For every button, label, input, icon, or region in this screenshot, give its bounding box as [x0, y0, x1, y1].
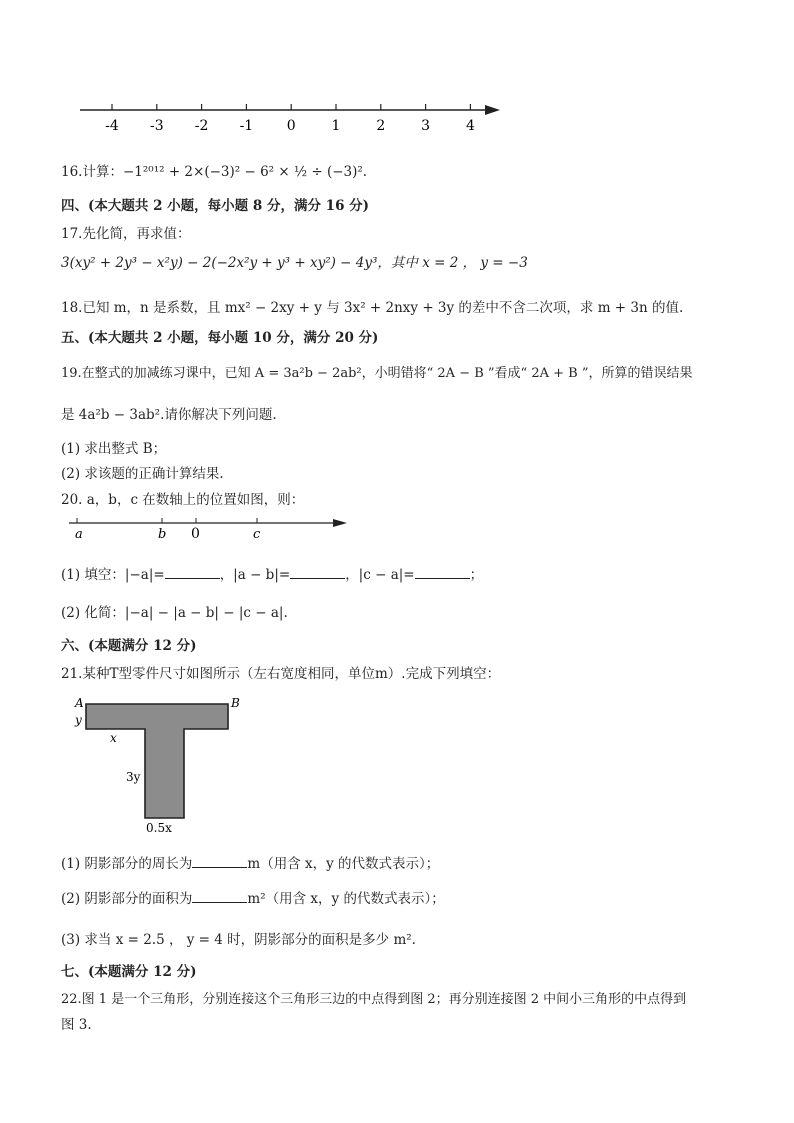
q16-expression: −1²⁰¹² + 2×(−3)² − 6² × ½ ÷ (−3)². [122, 164, 368, 180]
question-21-intro: 21.某种T型零件尺寸如图所示（左右宽度相同，单位m）.完成下列填空： [61, 666, 501, 682]
label-a: a [75, 527, 83, 542]
question-17-expression: 3(xy² + 2y³ − x²y) − 2(−2x²y + y³ + xy²) − 4y³，其中 x = 2 ， y = −3 [61, 255, 528, 271]
t-shape-figure [70, 694, 255, 839]
question-21-sub1 [61, 852, 439, 872]
question-19-line2: 是 4a²b − 3ab².请你解决下列问题. [61, 407, 277, 423]
label-B: B [231, 696, 240, 710]
tick-label: -4 [105, 118, 119, 134]
number-line-figure [75, 95, 505, 140]
label-A: A [75, 696, 84, 710]
q16-label: 16.计算： [61, 164, 123, 180]
answer-blank-area[interactable] [192, 889, 247, 903]
question-19-line1: 19.在整式的加减练习课中，已知 A = 3a²b − 2ab²，小明错将“ 2A − B ”看成“ 2A + B ”，所算的错误结果 [61, 366, 693, 381]
question-21-sub2 [61, 887, 445, 907]
label-x: x [110, 731, 117, 745]
tick-label: -1 [239, 118, 254, 134]
tick-label: 4 [465, 118, 475, 134]
question-19-sub1: (1) 求出整式 B； [61, 441, 167, 457]
question-19-sub2: (2) 求该题的正确计算结果. [61, 466, 224, 482]
label-c: c [253, 527, 261, 542]
q21-sub1-suffix: m（用含 x，y 的代数式表示）； [247, 856, 440, 872]
question-20-sub2: (2) 化简：|−a| − |a − b| − |c − a|. [61, 605, 288, 621]
q21-sub2-prefix: (2) 阴影部分的面积为 [61, 891, 193, 907]
number-line-arrow [485, 105, 500, 115]
abc-number-line [65, 510, 355, 545]
answer-blank-abs-a-b[interactable] [290, 565, 345, 579]
label-y: y [75, 713, 82, 727]
question-20-intro: 20. a，b，c 在数轴上的位置如图，则： [61, 492, 305, 508]
question-17-intro: 17.先化简，再求值： [61, 226, 191, 242]
tick-label: -2 [194, 118, 209, 134]
answer-blank-abs-c-a[interactable] [415, 565, 470, 579]
question-20-sub1 [61, 563, 483, 583]
section-5-heading: 五、(本大题共 2 小题，每小题 10 分，满分 20 分) [61, 330, 379, 346]
label-zero: 0 [191, 526, 200, 542]
tick-label: 3 [421, 118, 431, 134]
label-0.5x: 0.5x [146, 821, 172, 835]
answer-blank-perimeter[interactable] [192, 854, 247, 868]
t-shape [86, 704, 228, 818]
section-4-heading: 四、(本大题共 2 小题，每小题 8 分，满分 16 分) [61, 198, 370, 214]
tick-label: 2 [376, 118, 386, 134]
q20-sub1-end: ； [469, 567, 484, 583]
tick-label: -3 [149, 118, 164, 134]
question-18: 18.已知 m，n 是系数，且 mx² − 2xy + y 与 3x² + 2nxy + 3y 的差中不含二次项，求 m + 3n 的值. [61, 300, 684, 316]
question-21-sub3: (3) 求当 x = 2.5 ， y = 4 时，阴影部分的面积是多少 m². [61, 932, 416, 948]
label-3y: 3y [126, 770, 141, 784]
section-7-heading: 七、(本题满分 12 分) [61, 964, 197, 980]
question-22-line2: 图 3. [61, 1017, 92, 1033]
q20-sub1-prefix: (1) 填空：|−a|= [61, 567, 165, 583]
tick-label: 0 [286, 118, 296, 134]
abc-arrow [333, 519, 347, 527]
label-b: b [158, 527, 167, 542]
q21-sub1-prefix: (1) 阴影部分的周长为 [61, 856, 193, 872]
q21-sub2-suffix: m²（用含 x，y 的代数式表示）； [247, 891, 445, 907]
section-6-heading: 六、(本题满分 12 分) [61, 638, 197, 654]
answer-blank-abs-a[interactable] [165, 565, 220, 579]
q20-sub1-mid2: ，|c − a|= [345, 567, 415, 583]
question-22-line1: 22.图 1 是一个三角形，分别连接这个三角形三边的中点得到图 2；再分别连接图 2 中间小三角形的中点得到 [61, 992, 687, 1007]
question-16 [61, 160, 367, 180]
tick-label: 1 [331, 118, 341, 134]
q20-sub1-mid1: ，|a − b|= [219, 567, 291, 583]
